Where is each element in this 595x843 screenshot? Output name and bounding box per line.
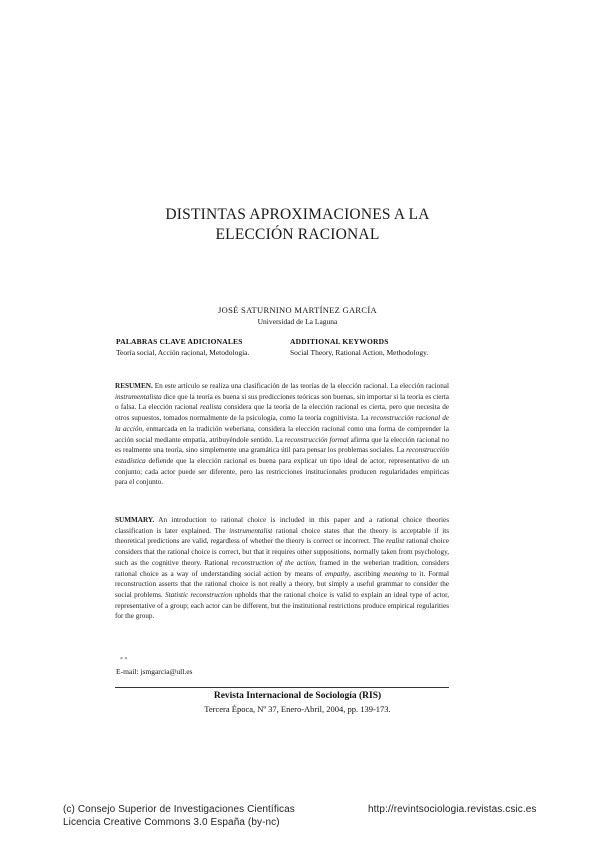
resumen-emphasis: reconstrucción formal [284,435,349,444]
resumen-text: dice que la teoría es buena si sus predicciones teóricas son buenas, sin importar si la teoría es cierta o falsa. La elección racional [115,392,449,412]
resumen-text: , enmarcada en la tradición weberiana, considera la elección racional como una forma de comprender la acción social mediante empatía, atribuyéndole sentido. La [115,424,449,444]
keywords-en-heading: ADDITIONAL KEYWORDS [290,337,389,346]
summary-text: , ascribing [349,569,384,578]
resumen-paragraph [115,381,449,488]
article-title-line-1: DISTINTAS APROXIMACIONES A LA [165,206,430,223]
resumen-text: En este artículo se realiza una clasificación de las teorías de la elección racional. La elección racional [152,382,449,390]
resumen-emphasis: realista [200,403,222,412]
journal-url-link[interactable]: http://revintsociologia.revistas.csic.es [368,804,537,815]
footnote-marker: * * [120,657,128,663]
summary-paragraph [115,515,449,622]
license-copyright: (c) Consejo Superior de Investigaciones Científicas [63,804,295,815]
summary-text: , framed in the weberian tradition, considers rational choice as a way of understanding social action by means of [115,558,449,578]
summary-text: upholds that the rational choice is valid to explain an ideal type of actor, representative of a group; each actor can be different, but the institutional restrictions produce empirical regularities for the group. [115,590,449,621]
summary-text: An introduction to rational choice is included in this paper and a rational choice theories classification is later explained. The [115,516,449,535]
article-title-line-2: ELECCIÓN RACIONAL [215,226,380,243]
summary-emphasis: instrumentalist [229,526,273,535]
resumen-emphasis: reconstrucción estadística [115,446,449,465]
summary-emphasis: empathy [324,569,350,578]
keywords-en-terms: Social Theory, Rational Action, Methodology. [290,348,429,357]
resumen-emphasis: reconstrucción racional de la acción [115,414,449,433]
summary-emphasis: realist [386,537,405,546]
journal-name: Revista Internacional de Sociología (RIS) [213,691,382,701]
resumen-text: defiende que la elección racional es buena para explicar un tipo ideal de actor, representativo de un conjunto; cada actor puede ser diferente, pero las restricciones institucionales producen regularidades empíricas para el conjunto. [115,456,449,487]
summary-label: SUMMARY. [115,516,155,524]
summary-text: rational choice states that the theory is acceptable if its theoretical predictions are valid, regardless of whether the theory is correct or incorrect. The [115,526,449,546]
resumen-text: considera que la teoría de la elección racional es cierta, pero que necesita de otros supuestos, tomados normalmente de la psicología, como la teoría cognitivista. La [115,403,449,423]
license-terms: Licencia Creative Commons 3.0 España (by-nc) [63,817,280,828]
author-affiliation: Universidad de La Laguna [257,317,338,326]
resumen-text: afirma que la elección racional no es realmente una teoría, sino simplemente una gramática útil para pensar los problemas sociales. La [115,435,449,455]
author-email: E-mail: jsmgarcia@ull.es [116,667,193,676]
keywords-es-terms: Teoría social, Acción racional, Metodología. [116,348,250,357]
journal-issue: Tercera Época, Nº 37, Enero-Abril, 2004, pp. 139-173. [204,704,391,714]
footer-divider [115,687,449,688]
keywords-es-heading: PALABRAS CLAVE ADICIONALES [116,337,243,346]
summary-emphasis: meaning [383,569,408,578]
summary-emphasis: reconstruction of the action [231,558,315,567]
summary-text: rational choice considers that the rational choice is correct, but that it requires other suppositions, normally taken from psychology, such as the cognitive theory. Rational [115,537,449,567]
summary-emphasis: Statistic reconstruction [165,590,233,599]
resumen-label: RESUMEN. [115,382,153,390]
author-name: JOSÉ SATURNINO MARTÍNEZ GARCÍA [218,305,377,315]
summary-text: to it. Formal reconstruction asserts that the rational choice is not really a theory, but simply a useful grammar to consider the social problems. [115,569,449,599]
resumen-emphasis: instrumentalista [115,392,162,401]
